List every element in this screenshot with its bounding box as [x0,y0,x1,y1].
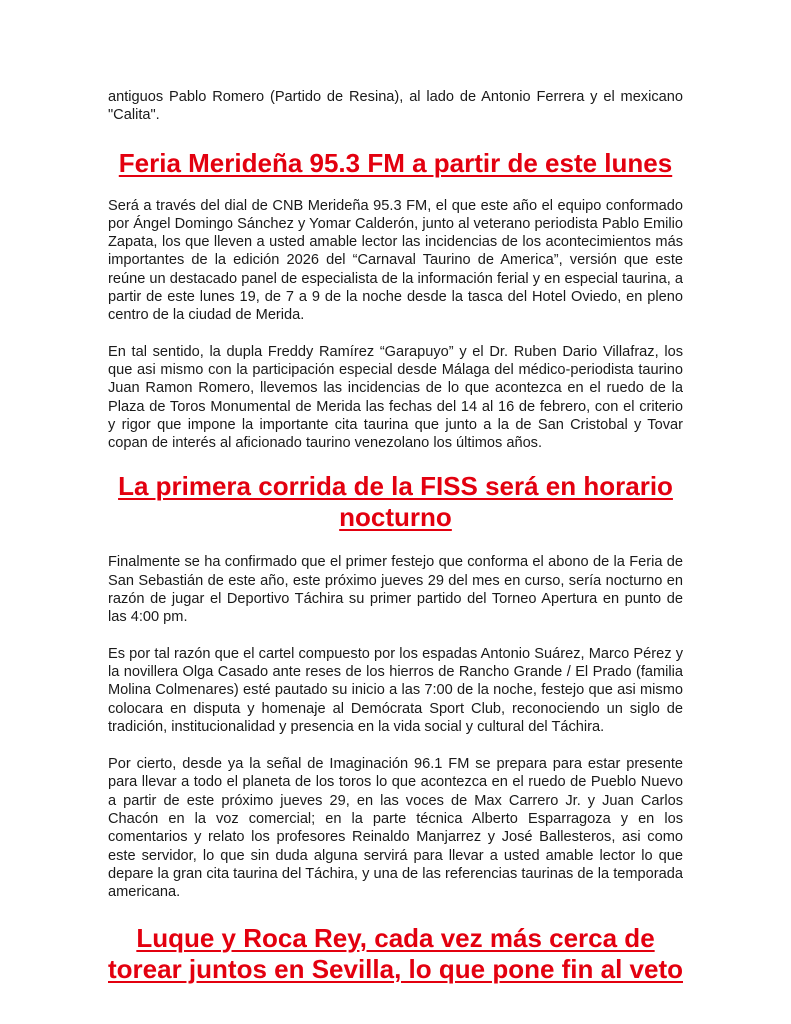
intro-paragraph: antiguos Pablo Romero (Partido de Resina), al lado de Antonio Ferrera y el mexicano "Calita". [108,89,683,124]
paragraph: Por cierto, desde ya la señal de Imaginación 96.1 FM se prepara para estar presente para llevar a todo el planeta de los toros lo que acontezca en el ruedo de Pueblo Nuevo a partir de este próximo jueves 29, en las voces de Max Carrero Jr. y Juan Carlos Chacón en la voz comercial; en la parte técnica Alberto Esparragoza y en los comentarios y relato los profesores Reinaldo Manjarrez y José Ballesteros, asi como este servidor, lo que sin duda alguna servirá para llevar a usted amable lector lo que depare la gran cita taurina del Táchira, y una de las referencias taurinas de la temporada americana. [108,756,683,901]
section-heading-luque-roca-rey: Luque y Roca Rey, cada vez más cerca de torear juntos en Sevilla, lo que pone fin al veto [108,922,683,984]
paragraph: Finalmente se ha confirmado que el primer festejo que conforma el abono de la Feria de San Sebastián de este año, este próximo jueves 29 del mes en curso, sería nocturno en razón de jugar el Deportivo Táchira su primer partido del Torneo Apertura en punto de las 4:00 pm. [108,554,683,626]
document-page [108,88,683,985]
section-heading-primera-corrida-fiss: La primera corrida de la FISS será en horario nocturno [118,471,673,533]
paragraph: Es por tal razón que el cartel compuesto por los espadas Antonio Suárez, Marco Pérez y la novillera Olga Casado ante reses de los hierros de Rancho Grande / El Prado (familia Molina Colmenares) esté pautado su inicio a las 7:00 de la noche, festejo que asi mismo colocara en disputa y homenaje al Demócrata Sport Club, reconociendo un siglo de tradición, institucionalidad y presencia en la vida social y cultural del Táchira. [108,645,683,735]
section-heading-feria-meridena: Feria Merideña 95.3 FM a partir de este lunes [118,147,673,178]
paragraph: En tal sentido, la dupla Freddy Ramírez “Garapuyo” y el Dr. Ruben Dario Villafraz, los que asi mismo con la participación especial desde Málaga del médico-periodista taurino Juan Ramon Romero, llevemos las incidencias de lo que acontezca en el ruedo de la Plaza de Toros Monumental de Merida las fechas del 14 al 16 de febrero, con el criterio y rigor que impone la importante cita taurina que junto a la de San Cristobal y Tovar copan de interés al aficionado taurino venezolano los últimos años. [108,343,683,452]
paragraph: Será a través del dial de CNB Merideña 95.3 FM, el que este año el equipo conformado por Ángel Domingo Sánchez y Yomar Calderón, junto al veterano periodista Pablo Emilio Zapata, los que lleven a usted amable lector las incidencias de los acontecimientos más importantes de la edición 2026 del “Carnaval Taurino de America”, versión que este reúne un destacado panel de especialista de la información ferial y en especial taurina, a partir de este lunes 19, de 7 a 9 de la noche desde la tasca del Hotel Oviedo, en pleno centro de la ciudad de Merida. [108,197,683,324]
